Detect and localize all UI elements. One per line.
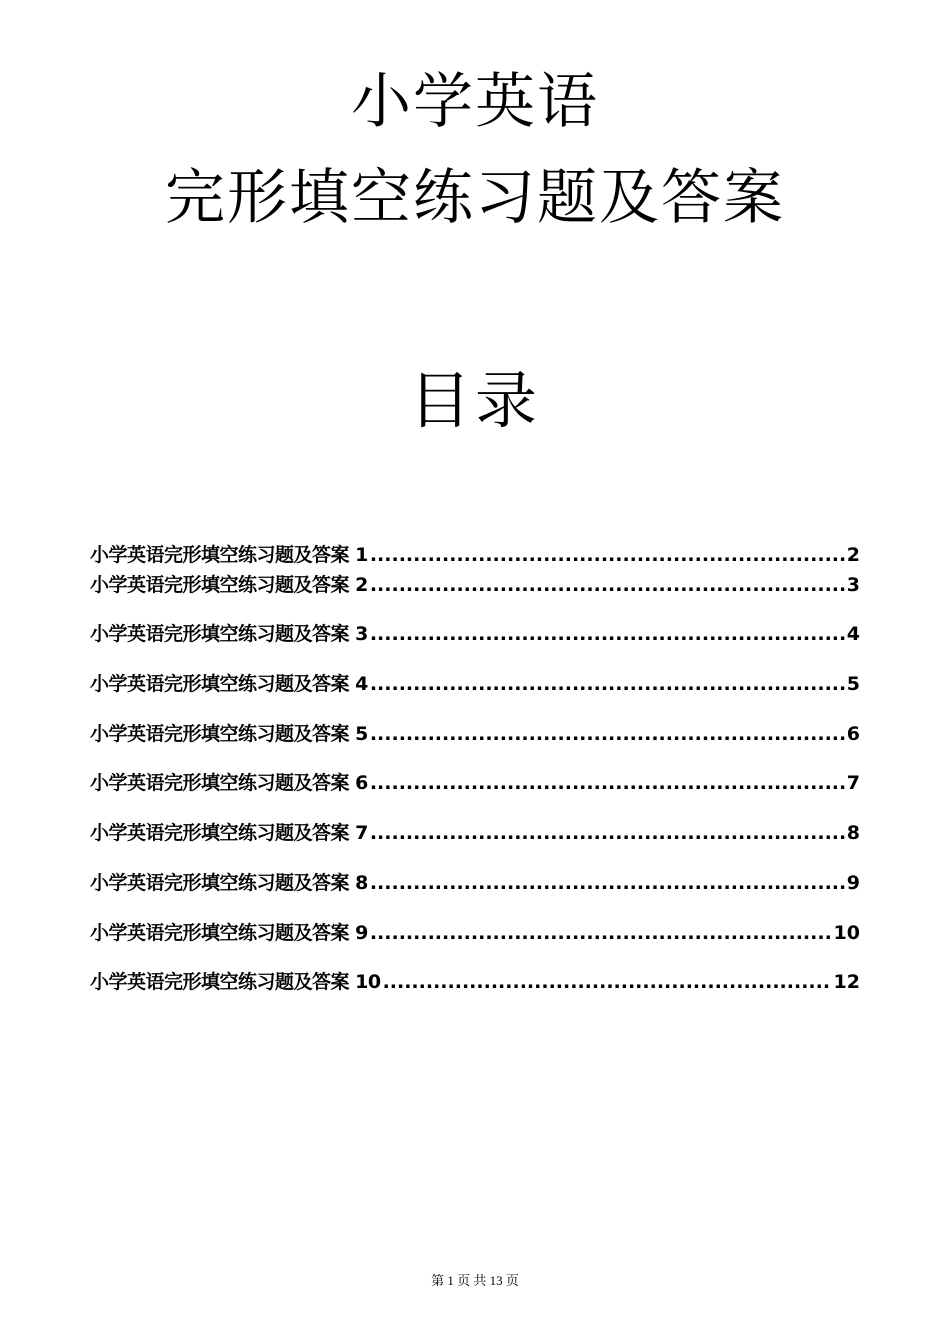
toc-dot-leader <box>370 869 845 897</box>
toc-entry-label: 小学英语完形填空练习题及答案 4 <box>90 673 368 696</box>
toc-entry[interactable] <box>90 619 860 669</box>
toc-entry-label: 小学英语完形填空练习题及答案 3 <box>90 623 368 646</box>
toc-dot-leader <box>370 571 845 599</box>
toc-dot-leader <box>370 720 845 748</box>
toc-entry-label: 小学英语完形填空练习题及答案 7 <box>90 822 368 845</box>
toc-entry-page-number: 7 <box>846 772 860 795</box>
toc-dot-leader <box>370 919 832 947</box>
toc-entry-page-number: 5 <box>846 673 860 696</box>
toc-entry[interactable] <box>90 817 860 867</box>
toc-entry[interactable] <box>90 867 860 917</box>
toc-entry-page-number: 12 <box>833 971 860 994</box>
toc-dot-leader <box>370 769 845 797</box>
toc-entry-label: 小学英语完形填空练习题及答案 5 <box>90 722 368 745</box>
toc-entry[interactable] <box>90 668 860 718</box>
toc-entry-label: 小学英语完形填空练习题及答案 10 <box>90 971 381 994</box>
toc-entry-label: 小学英语完形填空练习题及答案 2 <box>90 573 368 596</box>
toc-entry-label: 小学英语完形填空练习题及答案 1 <box>90 544 368 566</box>
toc-entry[interactable] <box>90 718 860 768</box>
toc-entry-page-number: 2 <box>846 544 860 566</box>
toc-entry-page-number: 3 <box>846 573 860 596</box>
toc-dot-leader <box>370 670 845 698</box>
document-title-line-2: 完形填空练习题及答案 <box>165 163 785 233</box>
toc-entry-page-number: 8 <box>846 822 860 845</box>
toc-entry-page-number: 9 <box>846 871 860 894</box>
toc-entry-page-number: 4 <box>846 623 860 646</box>
toc-entry[interactable] <box>90 917 860 967</box>
toc-dot-leader <box>370 819 845 847</box>
toc-dot-leader <box>370 541 845 569</box>
toc-entry[interactable] <box>90 967 860 1017</box>
page-footer: 第 1 页 共 13 页 <box>431 1273 519 1288</box>
toc-entry[interactable] <box>90 541 860 569</box>
toc-heading: 目录 <box>408 364 541 437</box>
toc-entry-page-number: 10 <box>833 921 860 944</box>
toc-dot-leader <box>370 620 845 648</box>
toc-dot-leader <box>383 968 832 996</box>
toc-entry[interactable] <box>90 768 860 818</box>
toc-entry[interactable] <box>90 569 860 619</box>
document-title-line-1: 小学英语 <box>351 67 599 137</box>
toc-entry-page-number: 6 <box>846 722 860 745</box>
table-of-contents <box>90 541 860 1016</box>
toc-entry-label: 小学英语完形填空练习题及答案 9 <box>90 921 368 944</box>
toc-entry-label: 小学英语完形填空练习题及答案 8 <box>90 871 368 894</box>
toc-entry-label: 小学英语完形填空练习题及答案 6 <box>90 772 368 795</box>
